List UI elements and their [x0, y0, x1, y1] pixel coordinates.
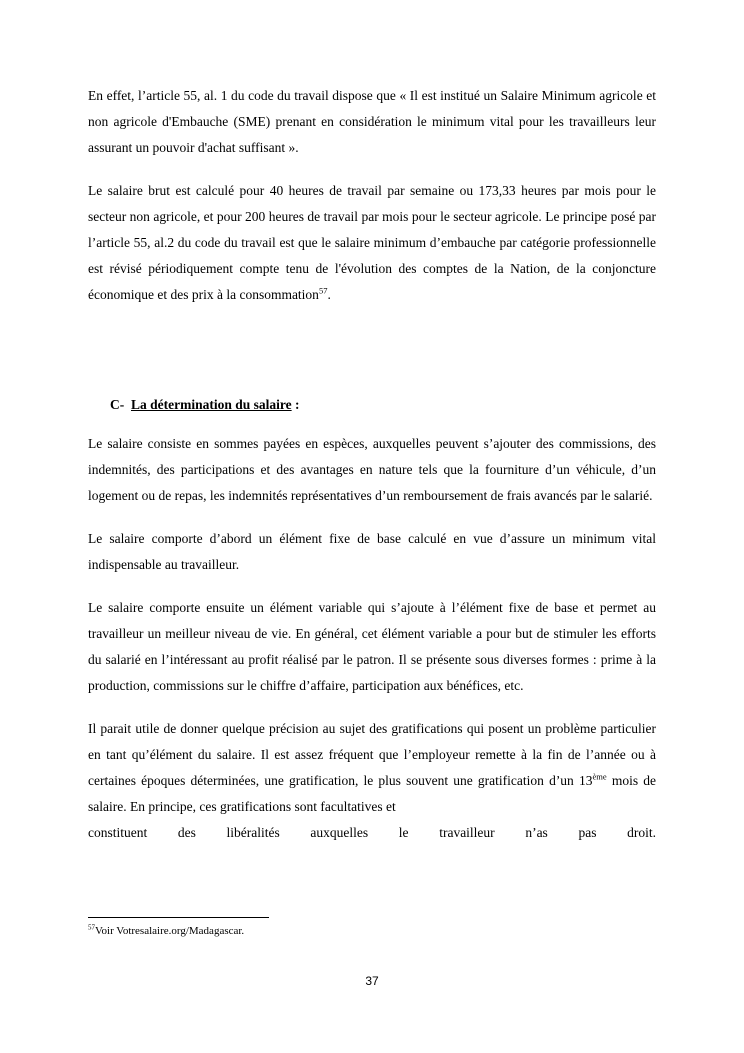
paragraph-text: Il parait utile de donner quelque précision au sujet des gratifications qui posent un problème particulier en tant qu’élément du salaire. Il est assez fréquent que l’employeur remette à la fin de l’année ou à certaines époques déterminées, une gratification, le plus souvent une gratification d’un 13 — [88, 721, 656, 788]
paragraph-text: mois de salaire. En principe, ces gratifications sont facultatives et — [88, 773, 656, 814]
heading-suffix: : — [291, 397, 300, 412]
paragraph-sme-article — [88, 83, 656, 325]
footnote-reference[interactable]: 57 — [318, 285, 328, 296]
paragraph-definition: Le salaire consiste en sommes payées en espèces, auxquelles peuvent s’ajouter des commissions, des indemnités, des participations et des avantages en nature tels que la fourniture d’un véhicule, d’un logement ou de repas, les indemnités représentatives d’un remboursement de frais avancés par le salarié. — [88, 436, 656, 503]
page-number: 37 — [365, 974, 379, 988]
superscript: ème — [592, 771, 607, 782]
footnote-separator — [88, 917, 269, 918]
section-body — [88, 431, 656, 846]
paragraph-gratifications — [88, 716, 656, 820]
paragraph-end: . — [327, 287, 331, 302]
paragraph-salaire-brut — [88, 178, 656, 308]
footnote-text: Voir Votresalaire.org/Madagascar. — [95, 925, 245, 937]
section-heading — [110, 392, 300, 418]
paragraph-gratifications-last-line: constituent des libéralités auxquelles le travailleur n’as pas droit. — [88, 825, 656, 840]
paragraph-fixed-element: Le salaire comporte d’abord un élément fixe de base calculé en vue d’assure un minimum vital indispensable au travailleur. — [88, 531, 656, 572]
paragraph-variable-element: Le salaire comporte ensuite un élément variable qui s’ajoute à l’élément fixe de base et permet au travailleur un meilleur niveau de vie. En général, cet élément variable a pour but de stimuler les efforts du salarié en l’intéressant au profit réalisé par le patron. Il se présente sous diverses formes : prime à la production, commissions sur le chiffre d’affaire, participation aux bénéfices, etc. — [88, 600, 656, 693]
footnote-number: 57 — [88, 923, 95, 932]
paragraph-text: Le salaire brut est calculé pour 40 heures de travail par semaine ou 173,33 heures par mois pour le secteur non agricole, et pour 200 heures de travail par mois pour le secteur agricole. Le principe posé par l’article 55, al.2 du code du travail est que le salaire minimum d’embauche par catégorie professionnelle est révisé périodiquement compte tenu de l'évolution des comptes de la Nation, de la conjoncture économique et des prix à la consommation — [88, 183, 656, 302]
footnote — [88, 922, 244, 940]
heading-title: La détermination du salaire — [131, 397, 292, 412]
heading-prefix: C- — [110, 397, 125, 412]
paragraph-text: En effet, l’article 55, al. 1 du code du travail dispose que « Il est institué un Salaire Minimum agricole et non agricole d'Embauche (SME) prenant en considération le minimum vital pour les travailleurs leur assurant un pouvoir d'achat suffisant ». — [88, 88, 656, 155]
